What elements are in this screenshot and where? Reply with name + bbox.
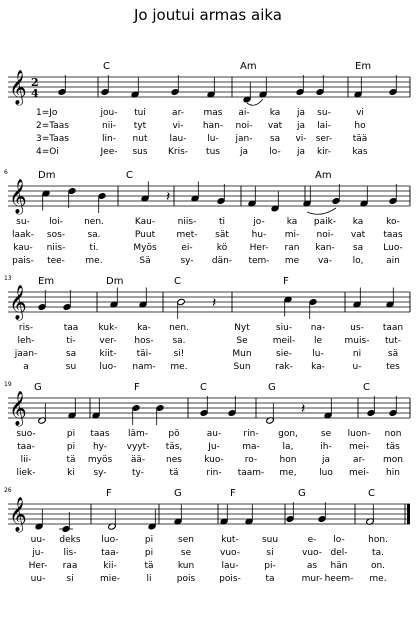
lyric-syllable: va- <box>317 256 333 266</box>
lyric-syllable: na- <box>310 323 326 333</box>
lyric-syllable: Her- <box>249 243 269 253</box>
measure-number: 13 <box>4 275 12 282</box>
lyric-syllable: kas <box>352 147 368 157</box>
lyric-syllable: hos- <box>134 336 154 346</box>
lyric-syllable: suo- <box>16 429 36 439</box>
lyric-syllable: ja <box>296 147 306 157</box>
lyric-syllable: laak- <box>12 230 34 240</box>
lyric-syllable: ka <box>352 217 364 227</box>
lyric-syllable: tää <box>352 134 368 144</box>
lyric-syllable: vat <box>350 230 366 240</box>
lyric-syllable: raa <box>62 561 78 571</box>
chord-symbol: F <box>134 382 140 393</box>
lyric-syllable: Mun <box>232 349 252 359</box>
lyric-syllable: Luo- <box>383 243 403 253</box>
lyric-syllable: lai- <box>317 121 331 131</box>
lyric-syllable: han- <box>202 121 224 131</box>
time-signature-top: 2 <box>31 76 39 89</box>
lyric-syllable: kir- <box>316 147 332 157</box>
staff <box>0 265 416 325</box>
lyric-syllable: pois <box>176 574 196 584</box>
lyric-syllable: ho <box>354 121 366 131</box>
lyric-syllable: ki <box>67 468 75 478</box>
lyric-syllable: sen <box>178 535 194 545</box>
lyric-syllable: luo- <box>101 535 119 545</box>
lyric-syllable: pö <box>168 429 180 439</box>
chord-symbol: Em <box>38 276 55 287</box>
lyric-syllable: ka- <box>137 323 151 333</box>
lyric-syllable: sie- <box>276 349 292 359</box>
lyric-syllable: kuo- <box>204 455 224 465</box>
lyric-syllable: ja <box>321 455 331 465</box>
chord-symbol: Dm <box>106 276 124 287</box>
lyric-syllable: lu- <box>312 349 324 359</box>
staff <box>0 159 416 219</box>
lyric-syllable: ka- <box>311 362 325 372</box>
lyric-syllable: mi- <box>284 230 300 240</box>
lyric-syllable: kö <box>216 243 228 253</box>
lyric-syllable: noi- <box>235 121 253 131</box>
lyric-syllable: liek- <box>16 468 36 478</box>
lyric-syllable: Se <box>236 336 248 346</box>
lyric-syllable: kiit- <box>99 349 117 359</box>
lyric-syllable: tä <box>66 455 76 465</box>
lyric-syllable: 4=Oi <box>36 147 59 157</box>
lyric-syllable: del- <box>330 548 348 558</box>
lyric-syllable: pois- <box>219 574 241 584</box>
lyric-syllable: ti- <box>66 336 76 346</box>
lyric-syllable: ain <box>386 256 400 266</box>
song-title: Jo joutui armas aika <box>133 6 282 24</box>
chord-symbol: Dm <box>38 170 56 181</box>
lyric-syllable: rak- <box>275 362 293 372</box>
lyric-syllable: tui <box>134 108 146 118</box>
lyric-syllable: niis- <box>46 243 66 253</box>
lyric-syllable: ai- <box>238 108 250 118</box>
lyric-syllable: jan- <box>235 134 253 144</box>
chord-symbol: C <box>126 170 133 181</box>
quarter-rest-icon: 𝄽 <box>166 189 171 205</box>
lyric-syllable: kan- <box>315 243 335 253</box>
lyric-syllable: mie- <box>99 574 121 584</box>
lyric-syllable: taas <box>383 230 403 240</box>
chord-symbol: C <box>363 382 370 393</box>
lyric-syllable: sät <box>215 230 229 240</box>
lyric-syllable: nen. <box>84 217 104 227</box>
lyric-syllable: me. <box>170 362 188 372</box>
lyric-syllable: pi- <box>264 561 276 571</box>
treble-clef-icon: 𝄞 <box>9 497 27 532</box>
lyric-syllable: Jee- <box>100 147 118 157</box>
lyric-syllable: tem- <box>248 256 270 266</box>
lyric-syllable: pi <box>66 442 76 452</box>
lyric-syllable: tut- <box>384 336 402 346</box>
lyric-syllable: pais- <box>12 256 34 266</box>
lyric-syllable: si <box>66 574 74 584</box>
lyric-syllable: met- <box>176 230 198 240</box>
lyric-syllable: Nyt <box>234 323 250 333</box>
lyric-syllable: me. <box>369 574 387 584</box>
chord-symbol: C <box>368 488 375 499</box>
lyric-syllable: luo <box>319 468 333 478</box>
lyric-syllable: Puut <box>134 230 156 240</box>
lyric-syllable: sa. <box>172 336 186 346</box>
lyric-syllable: me. <box>85 256 103 266</box>
lyric-syllable: su- <box>317 108 331 118</box>
lyric-syllable: la, <box>282 442 294 452</box>
treble-clef-icon: 𝄞 <box>9 70 27 105</box>
lyric-syllable: pi <box>144 548 154 558</box>
lyric-syllable: gon, <box>278 429 298 439</box>
lyric-syllable: ta. <box>372 548 384 558</box>
treble-clef-icon: 𝄞 <box>9 285 27 320</box>
lyric-syllable: su- <box>16 217 30 227</box>
lyric-syllable: jaan- <box>14 349 38 359</box>
lyric-syllable: vyyt- <box>126 442 150 452</box>
music-system-1 <box>0 50 416 160</box>
lyric-syllable: ar- <box>172 108 184 118</box>
lyric-syllable: hon <box>279 455 297 465</box>
lyric-syllable: vi- <box>172 121 184 131</box>
lyric-syllable: sy- <box>180 256 194 266</box>
lyric-syllable: mei- <box>348 442 370 452</box>
lyric-syllable: su <box>65 362 77 372</box>
lyric-syllable: kuk- <box>98 323 118 333</box>
lyric-syllable: se <box>320 429 332 439</box>
lyric-syllable: taa- <box>17 442 35 452</box>
lyric-syllable: sa <box>65 349 77 359</box>
lyric-syllable: tyt <box>133 121 147 131</box>
lyric-syllable: tee- <box>47 256 65 266</box>
lyric-syllable: ja <box>296 121 306 131</box>
final-bar-line <box>407 504 410 524</box>
lyric-syllable: Myös <box>133 243 157 253</box>
chord-symbol: C <box>200 382 207 393</box>
quarter-rest-icon: 𝄽 <box>301 401 306 417</box>
lyric-syllable: pi <box>144 535 154 545</box>
lyric-syllable: ar- <box>353 455 365 465</box>
lyric-syllable: vat <box>267 121 283 131</box>
treble-clef-icon: 𝄞 <box>9 179 27 214</box>
lyric-syllable: Kau- <box>134 217 156 227</box>
lyric-syllable: täi- <box>136 349 152 359</box>
lyric-syllable: tä <box>169 468 179 478</box>
lyric-syllable: 3=Taas <box>36 134 69 144</box>
lyric-syllable: taan <box>382 323 404 333</box>
lyric-syllable: lii- <box>20 455 32 465</box>
lyric-syllable: Sun <box>233 362 251 372</box>
music-system-5 <box>0 477 416 592</box>
lyric-syllable: sos- <box>46 230 66 240</box>
lyric-syllable: lo- <box>269 147 281 157</box>
lyric-syllable: pi <box>66 429 76 439</box>
lyric-syllable: ih- <box>320 442 332 452</box>
lyric-syllable: nes <box>166 455 182 465</box>
music-system-4 <box>0 371 416 481</box>
lyric-syllable: sa. <box>87 230 101 240</box>
lyric-syllable: siu- <box>275 323 293 333</box>
lyric-syllable: lis- <box>63 548 77 558</box>
lyric-syllable: hän <box>330 561 348 571</box>
lyric-syllable: ei- <box>181 243 193 253</box>
lyric-syllable: se <box>180 548 192 558</box>
lyric-syllable: ni <box>352 349 362 359</box>
lyric-syllable: ris- <box>18 323 34 333</box>
lyric-syllable: tes <box>386 362 400 372</box>
lyric-syllable: sa <box>269 134 281 144</box>
chord-symbol: F <box>283 276 289 287</box>
lyric-syllable: suu <box>261 535 279 545</box>
lyric-syllable: lu- <box>207 134 219 144</box>
lyric-syllable: täs <box>386 442 400 452</box>
lyric-syllable: ma- <box>242 442 260 452</box>
lyric-syllable: u- <box>352 362 362 372</box>
lyric-syllable: lin- <box>102 134 116 144</box>
lyric-syllable: hin <box>386 468 400 478</box>
lyric-syllable: si! <box>173 349 185 359</box>
lyric-syllable: ju- <box>32 548 44 558</box>
lyric-syllable: rin- <box>206 468 222 478</box>
lyric-syllable: ran <box>284 243 300 253</box>
lyric-syllable: nam- <box>132 362 156 372</box>
lyric-syllable: mon <box>383 455 403 465</box>
lyric-syllable: ro- <box>244 455 258 465</box>
quarter-rest-icon: 𝄽 <box>212 295 217 311</box>
lyric-syllable: ka <box>269 108 281 118</box>
lyric-syllable: e- <box>307 535 317 545</box>
lyric-syllable: me <box>284 256 300 266</box>
lyric-syllable: on. <box>370 561 386 571</box>
lyric-syllable: luon- <box>347 429 371 439</box>
lyric-syllable: dän- <box>211 256 233 266</box>
chord-symbol: G <box>34 382 42 393</box>
lyric-syllable: taa <box>63 323 79 333</box>
lyric-syllable: lo- <box>333 535 345 545</box>
lyric-syllable: luo- <box>99 362 117 372</box>
music-system-2 <box>0 159 416 271</box>
chord-symbol: F <box>230 488 236 499</box>
lyric-syllable: 1=Jo <box>36 108 58 118</box>
lyric-syllable: kut- <box>221 535 239 545</box>
lyric-syllable: Her- <box>28 561 48 571</box>
lyric-syllable: tä <box>144 561 154 571</box>
lyric-syllable: vi <box>356 108 364 118</box>
lyric-syllable: noi- <box>316 230 334 240</box>
time-signature-bottom: 4 <box>31 87 39 100</box>
chord-symbol: F <box>106 488 112 499</box>
lyric-syllable: le <box>313 336 323 346</box>
lyric-syllable: taam- <box>237 468 265 478</box>
lyric-syllable: ta <box>265 574 275 584</box>
lyric-syllable: vuo- <box>220 548 240 558</box>
measure-number: 19 <box>4 381 12 388</box>
staff <box>0 477 416 537</box>
lyric-syllable: heem- <box>324 574 354 584</box>
lyric-syllable: sä <box>387 349 399 359</box>
lyric-syllable: ää- <box>130 455 146 465</box>
lyric-syllable: ka <box>286 217 298 227</box>
measure-number: 26 <box>4 487 12 494</box>
chord-symbol: G <box>268 382 276 393</box>
staff <box>0 50 416 110</box>
lyric-syllable: ko- <box>386 217 400 227</box>
lyric-syllable: hon. <box>368 535 388 545</box>
lyric-syllable: mei- <box>348 468 370 478</box>
lyric-syllable: us- <box>350 323 364 333</box>
lyric-syllable: rin- <box>243 429 259 439</box>
lyric-syllable: hy- <box>92 442 108 452</box>
lyric-syllable: niis- <box>177 217 197 227</box>
lyric-syllable: nen. <box>169 323 189 333</box>
staff <box>0 371 416 431</box>
lyric-syllable: as <box>306 561 318 571</box>
lyric-syllable: taas <box>90 429 110 439</box>
lyric-syllable: a <box>23 362 29 372</box>
lyric-syllable: 2=Taas <box>36 121 69 131</box>
music-system-3 <box>0 265 416 375</box>
lyric-syllable: mur- <box>301 574 323 584</box>
lyric-syllable: si <box>266 548 274 558</box>
lyric-syllable: sus <box>132 147 148 157</box>
lyric-syllable: au- <box>206 429 222 439</box>
lyric-syllable: ver- <box>99 336 117 346</box>
lyric-syllable: lo, <box>352 256 364 266</box>
lyric-syllable: myös <box>87 455 113 465</box>
lyric-syllable: hu- <box>251 230 267 240</box>
lyric-syllable: uu- <box>30 535 46 545</box>
lyric-syllable: kun <box>177 561 195 571</box>
lyric-syllable: Kris- <box>167 147 189 157</box>
lyric-syllable: li <box>146 574 152 584</box>
lyric-syllable: ser- <box>315 134 333 144</box>
lyric-syllable: non <box>384 429 402 439</box>
lyric-syllable: nut <box>132 134 148 144</box>
lyric-syllable: täs, <box>165 442 183 452</box>
lyric-syllable: ti <box>218 217 226 227</box>
lyric-syllable: kii- <box>103 561 117 571</box>
lyric-syllable: ja <box>296 108 306 118</box>
lyric-syllable: vuo- <box>302 548 322 558</box>
lyric-syllable: meil- <box>272 336 296 346</box>
lyric-syllable: taa- <box>101 548 119 558</box>
lyric-syllable: loi- <box>49 217 63 227</box>
lyric-syllable: ti. <box>89 243 99 253</box>
lyric-syllable: vi- <box>295 134 307 144</box>
lyric-syllable: ja <box>239 147 249 157</box>
lyric-syllable: muis- <box>344 336 370 346</box>
treble-clef-icon: 𝄞 <box>9 391 27 426</box>
lyric-syllable: lau- <box>169 134 187 144</box>
chord-symbol: G <box>174 488 182 499</box>
lyric-syllable: mas <box>203 108 223 118</box>
lyric-syllable: läm- <box>127 429 149 439</box>
chord-symbol: C <box>103 61 110 72</box>
chord-symbol: G <box>298 488 306 499</box>
slur <box>307 208 336 214</box>
lyric-syllable: tus <box>206 147 220 157</box>
lyric-syllable: paik- <box>313 217 337 227</box>
lyric-syllable: uu- <box>30 574 46 584</box>
lyric-syllable: me, <box>279 468 297 478</box>
lyric-syllable: sa <box>352 243 364 253</box>
chord-symbol: Am <box>315 170 332 181</box>
lyric-syllable: lau- <box>221 561 239 571</box>
chord-symbol: C <box>174 276 181 287</box>
lyric-syllable: leh- <box>17 336 35 346</box>
chord-symbol: Am <box>240 61 257 72</box>
chord-symbol: Em <box>355 61 372 72</box>
lyric-syllable: sy- <box>93 468 107 478</box>
lyric-syllable: nii- <box>102 121 116 131</box>
lyric-syllable: Ju- <box>208 442 220 452</box>
lyric-syllable: ty- <box>132 468 144 478</box>
lyric-syllable: jou- <box>100 108 118 118</box>
lyric-syllable: Sä <box>139 256 151 266</box>
measure-number: 6 <box>4 169 8 176</box>
lyric-syllable: jo- <box>253 217 265 227</box>
lyric-syllable: deks <box>59 535 81 545</box>
lyric-syllable: kau- <box>13 243 33 253</box>
